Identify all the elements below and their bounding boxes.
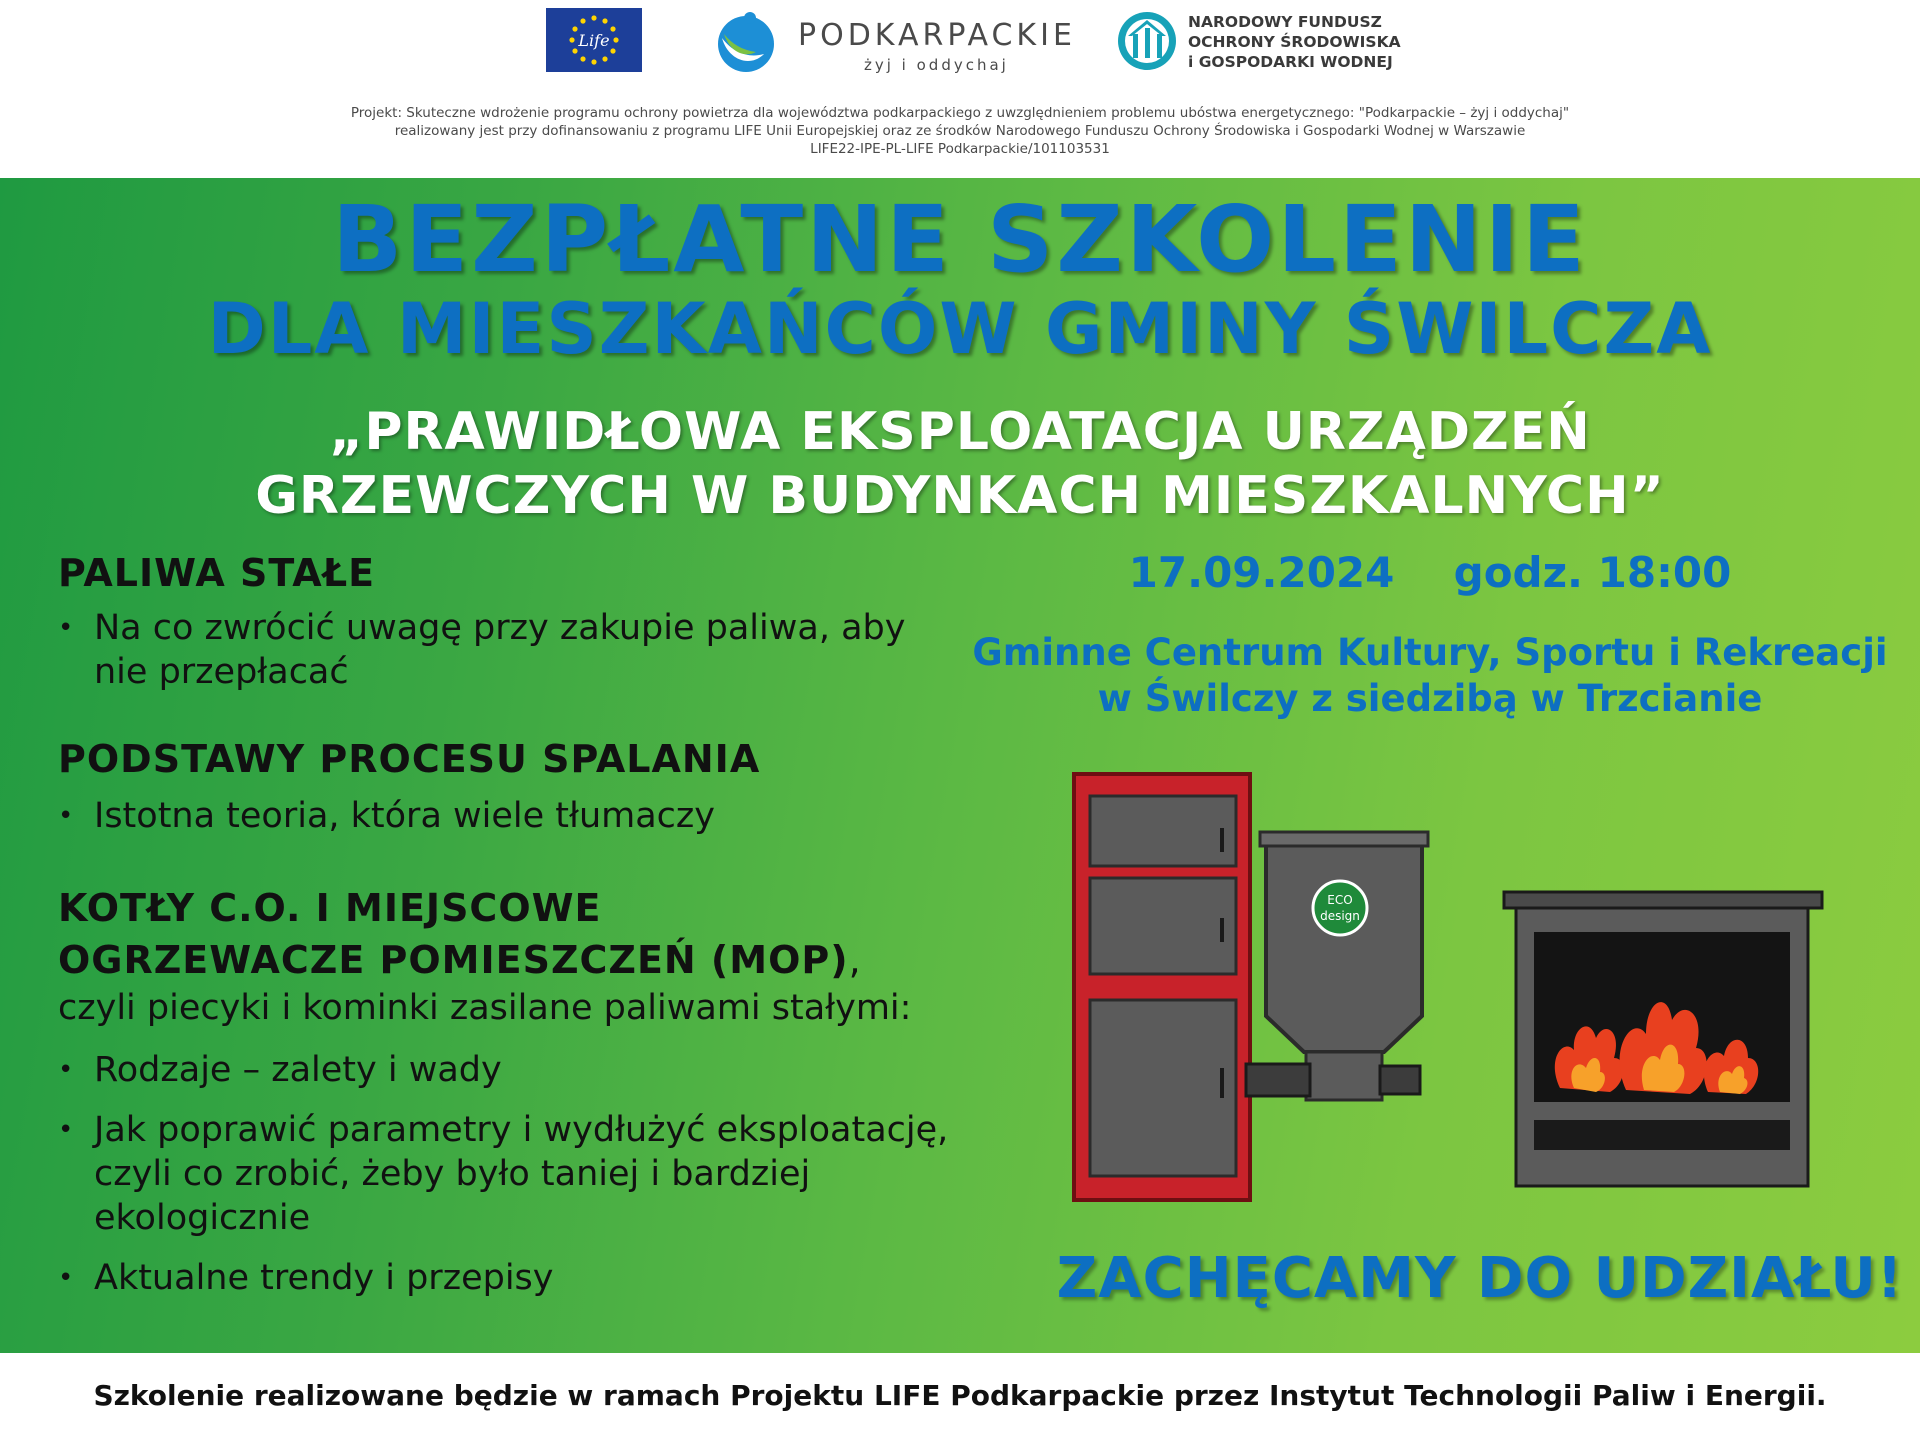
podkarpackie-logo — [706, 8, 1076, 78]
agenda-bullet: • Na co zwrócić uwagę przy zakupie paliwa, aby nie przepłacać — [58, 606, 924, 694]
event-datetime — [950, 548, 1910, 597]
footer-note: Szkolenie realizowane będzie w ramach Projektu LIFE Podkarpackie przez Instytut Technologii Paliw i Energii. — [93, 1379, 1827, 1412]
nfosigw-name — [1188, 12, 1401, 72]
nfosigw-line: NARODOWY FUNDUSZ — [1188, 13, 1382, 31]
nfosigw-mark-icon — [1116, 10, 1178, 72]
agenda-bullet: • Rodzaje – zalety i wady — [58, 1048, 998, 1092]
agenda-bullet: • Jak poprawić parametry i wydłużyć eksploatację, czyli co zrobić, żeby było taniej i bardziej ekologicznie — [58, 1108, 954, 1240]
header — [0, 0, 1920, 178]
nfosigw-line: i GOSPODARKI WODNEJ — [1188, 53, 1393, 71]
event-date: 17.09.2024 — [1128, 548, 1395, 597]
eco-badge-line: ECO — [1327, 893, 1353, 907]
place-line: Gminne Centrum Kultury, Sportu i Rekreacji — [972, 631, 1888, 674]
heading-line — [58, 934, 998, 986]
training-subtitle — [0, 400, 1920, 528]
nfosigw-logo — [1116, 10, 1406, 80]
agenda — [58, 548, 998, 1300]
call-to-action: ZACHĘCAMY DO UDZIAŁU! — [1056, 1246, 1904, 1311]
project-note-line: LIFE22-IPE-PL-LIFE Podkarpackie/101103531 — [810, 141, 1110, 157]
fireplace-icon — [1500, 888, 1830, 1198]
event-time: godz. 18:00 — [1453, 548, 1732, 597]
section-heading-fuels: PALIWA STAŁE — [58, 551, 376, 595]
eco-badge-line: design — [1320, 909, 1360, 923]
footer — [0, 1353, 1920, 1440]
project-funding-note — [300, 104, 1620, 158]
section-lead: czyli piecyki i kominki zasilane paliwami stałymi: — [58, 988, 912, 1028]
section-heading-combustion: PODSTAWY PROCESU SPALANIA — [58, 737, 761, 781]
place-line: w Świlczy z siedzibą w Trzcianie — [1097, 677, 1763, 720]
project-note-line: realizowany jest przy dofinansowaniu z programu LIFE Unii Europejskiej oraz ze środków Narodowego Funduszu Ochrony Środowiska i Gospodarki Wodnej w Warszawie — [394, 123, 1526, 139]
title-free-training: BEZPŁATNE SZKOLENIE — [332, 186, 1588, 293]
heading-line: KOTŁY C.O. I MIEJSCOWE — [58, 886, 602, 930]
agenda-bullet: • Aktualne trendy i przepisy — [58, 1256, 998, 1300]
eu-flag-icon — [546, 8, 642, 72]
project-note-line: Projekt: Skuteczne wdrożenie programu ochrony powietrza dla województwa podkarpackiego z uwzględnieniem problemu ubóstwa energetycznego: "Podkarpackie – żyj i oddychaj" — [350, 105, 1570, 121]
main-banner — [0, 178, 1920, 1353]
section-heading-boilers — [58, 882, 998, 986]
eu-life-logo — [546, 8, 642, 72]
eu-life-wordmark: Life — [578, 31, 610, 50]
podkarpackie-mark-icon — [706, 8, 780, 78]
podkarpackie-tagline: żyj i oddychaj — [864, 56, 1009, 74]
title-audience: DLA MIESZKAŃCÓW GMINY ŚWILCZA — [207, 288, 1713, 370]
agenda-bullet: • Istotna teoria, która wiele tłumaczy — [58, 794, 998, 838]
pellet-boiler-icon — [1070, 768, 1450, 1208]
nfosigw-line: OCHRONY ŚRODOWISKA — [1188, 33, 1401, 51]
subtitle-line: GRZEWCZYCH W BUDYNKACH MIESZKALNYCH” — [255, 466, 1665, 526]
heading-line-text: OGRZEWACZE POMIESZCZEŃ (MOP) — [58, 938, 849, 982]
event-place — [950, 630, 1910, 722]
subtitle-line: „PRAWIDŁOWA EKSPLOATACJA URZĄDZEŃ — [329, 402, 1591, 462]
podkarpackie-name: PODKARPACKIE — [798, 18, 1076, 53]
heading-suffix: , — [848, 938, 862, 982]
